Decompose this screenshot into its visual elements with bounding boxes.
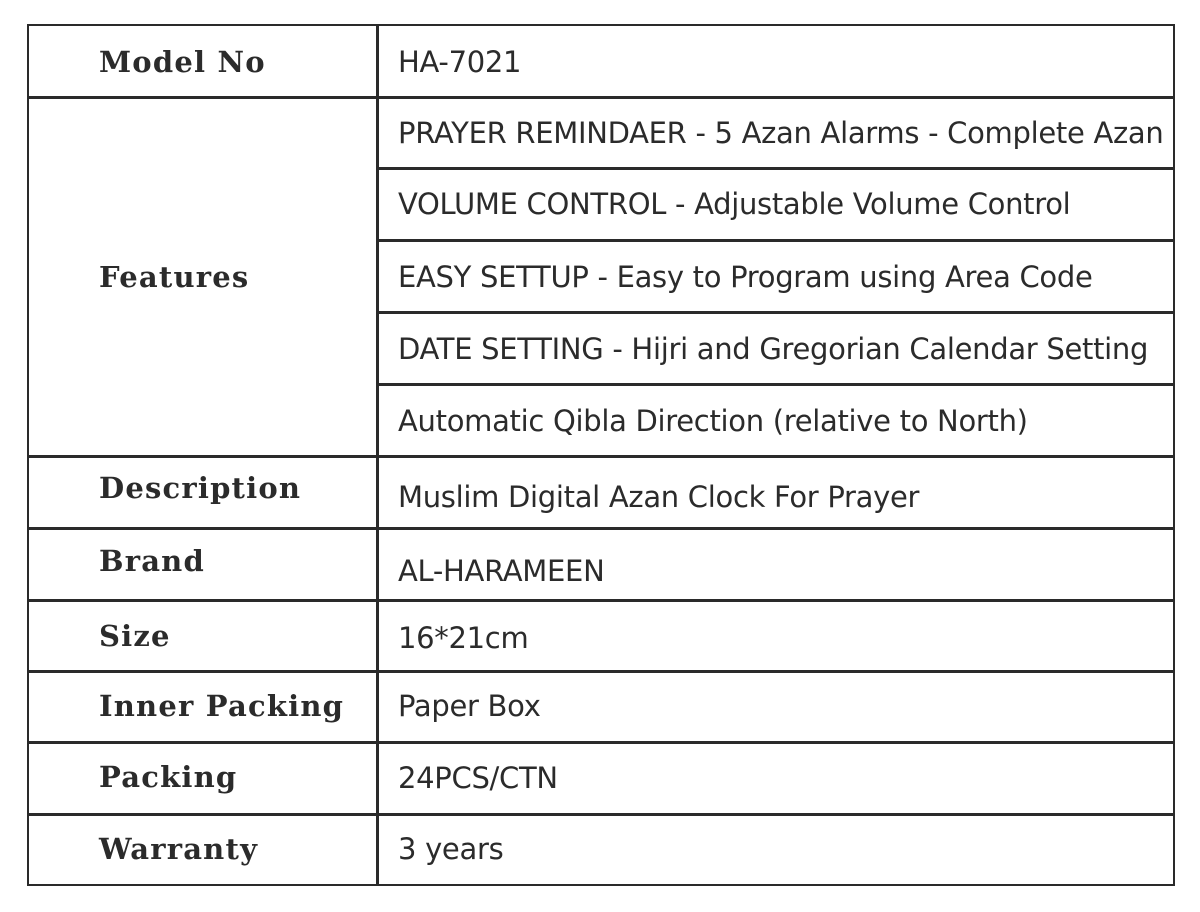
description-value: Muslim Digital Azan Clock For Prayer [398, 480, 920, 514]
inner-packing-value: Paper Box [398, 689, 541, 723]
description-label: Description [99, 471, 302, 505]
brand-value: AL-HARAMEEN [398, 554, 605, 588]
warranty-value: 3 years [398, 832, 504, 866]
feature-item: PRAYER REMINDAER - 5 Azan Alarms - Complete Azan [398, 116, 1164, 150]
features-label: Features [99, 259, 250, 294]
packing-label: Packing [99, 760, 238, 794]
product-spec-table [27, 24, 1175, 886]
brand-label: Brand [99, 544, 205, 578]
feature-item: Automatic Qibla Direction (relative to North) [398, 403, 1028, 438]
feature-item: EASY SETTUP - Easy to Program using Area Code [398, 259, 1093, 294]
size-value: 16*21cm [398, 621, 529, 655]
model-no-value: HA-7021 [398, 44, 522, 79]
feature-item: VOLUME CONTROL - Adjustable Volume Control [398, 187, 1071, 221]
warranty-label: Warranty [99, 832, 259, 866]
inner-packing-label: Inner Packing [99, 689, 345, 723]
packing-value: 24PCS/CTN [398, 761, 558, 795]
model-no-label: Model No [99, 44, 266, 79]
feature-item: DATE SETTING - Hijri and Gregorian Calendar Setting [398, 331, 1149, 366]
size-label: Size [99, 619, 171, 653]
